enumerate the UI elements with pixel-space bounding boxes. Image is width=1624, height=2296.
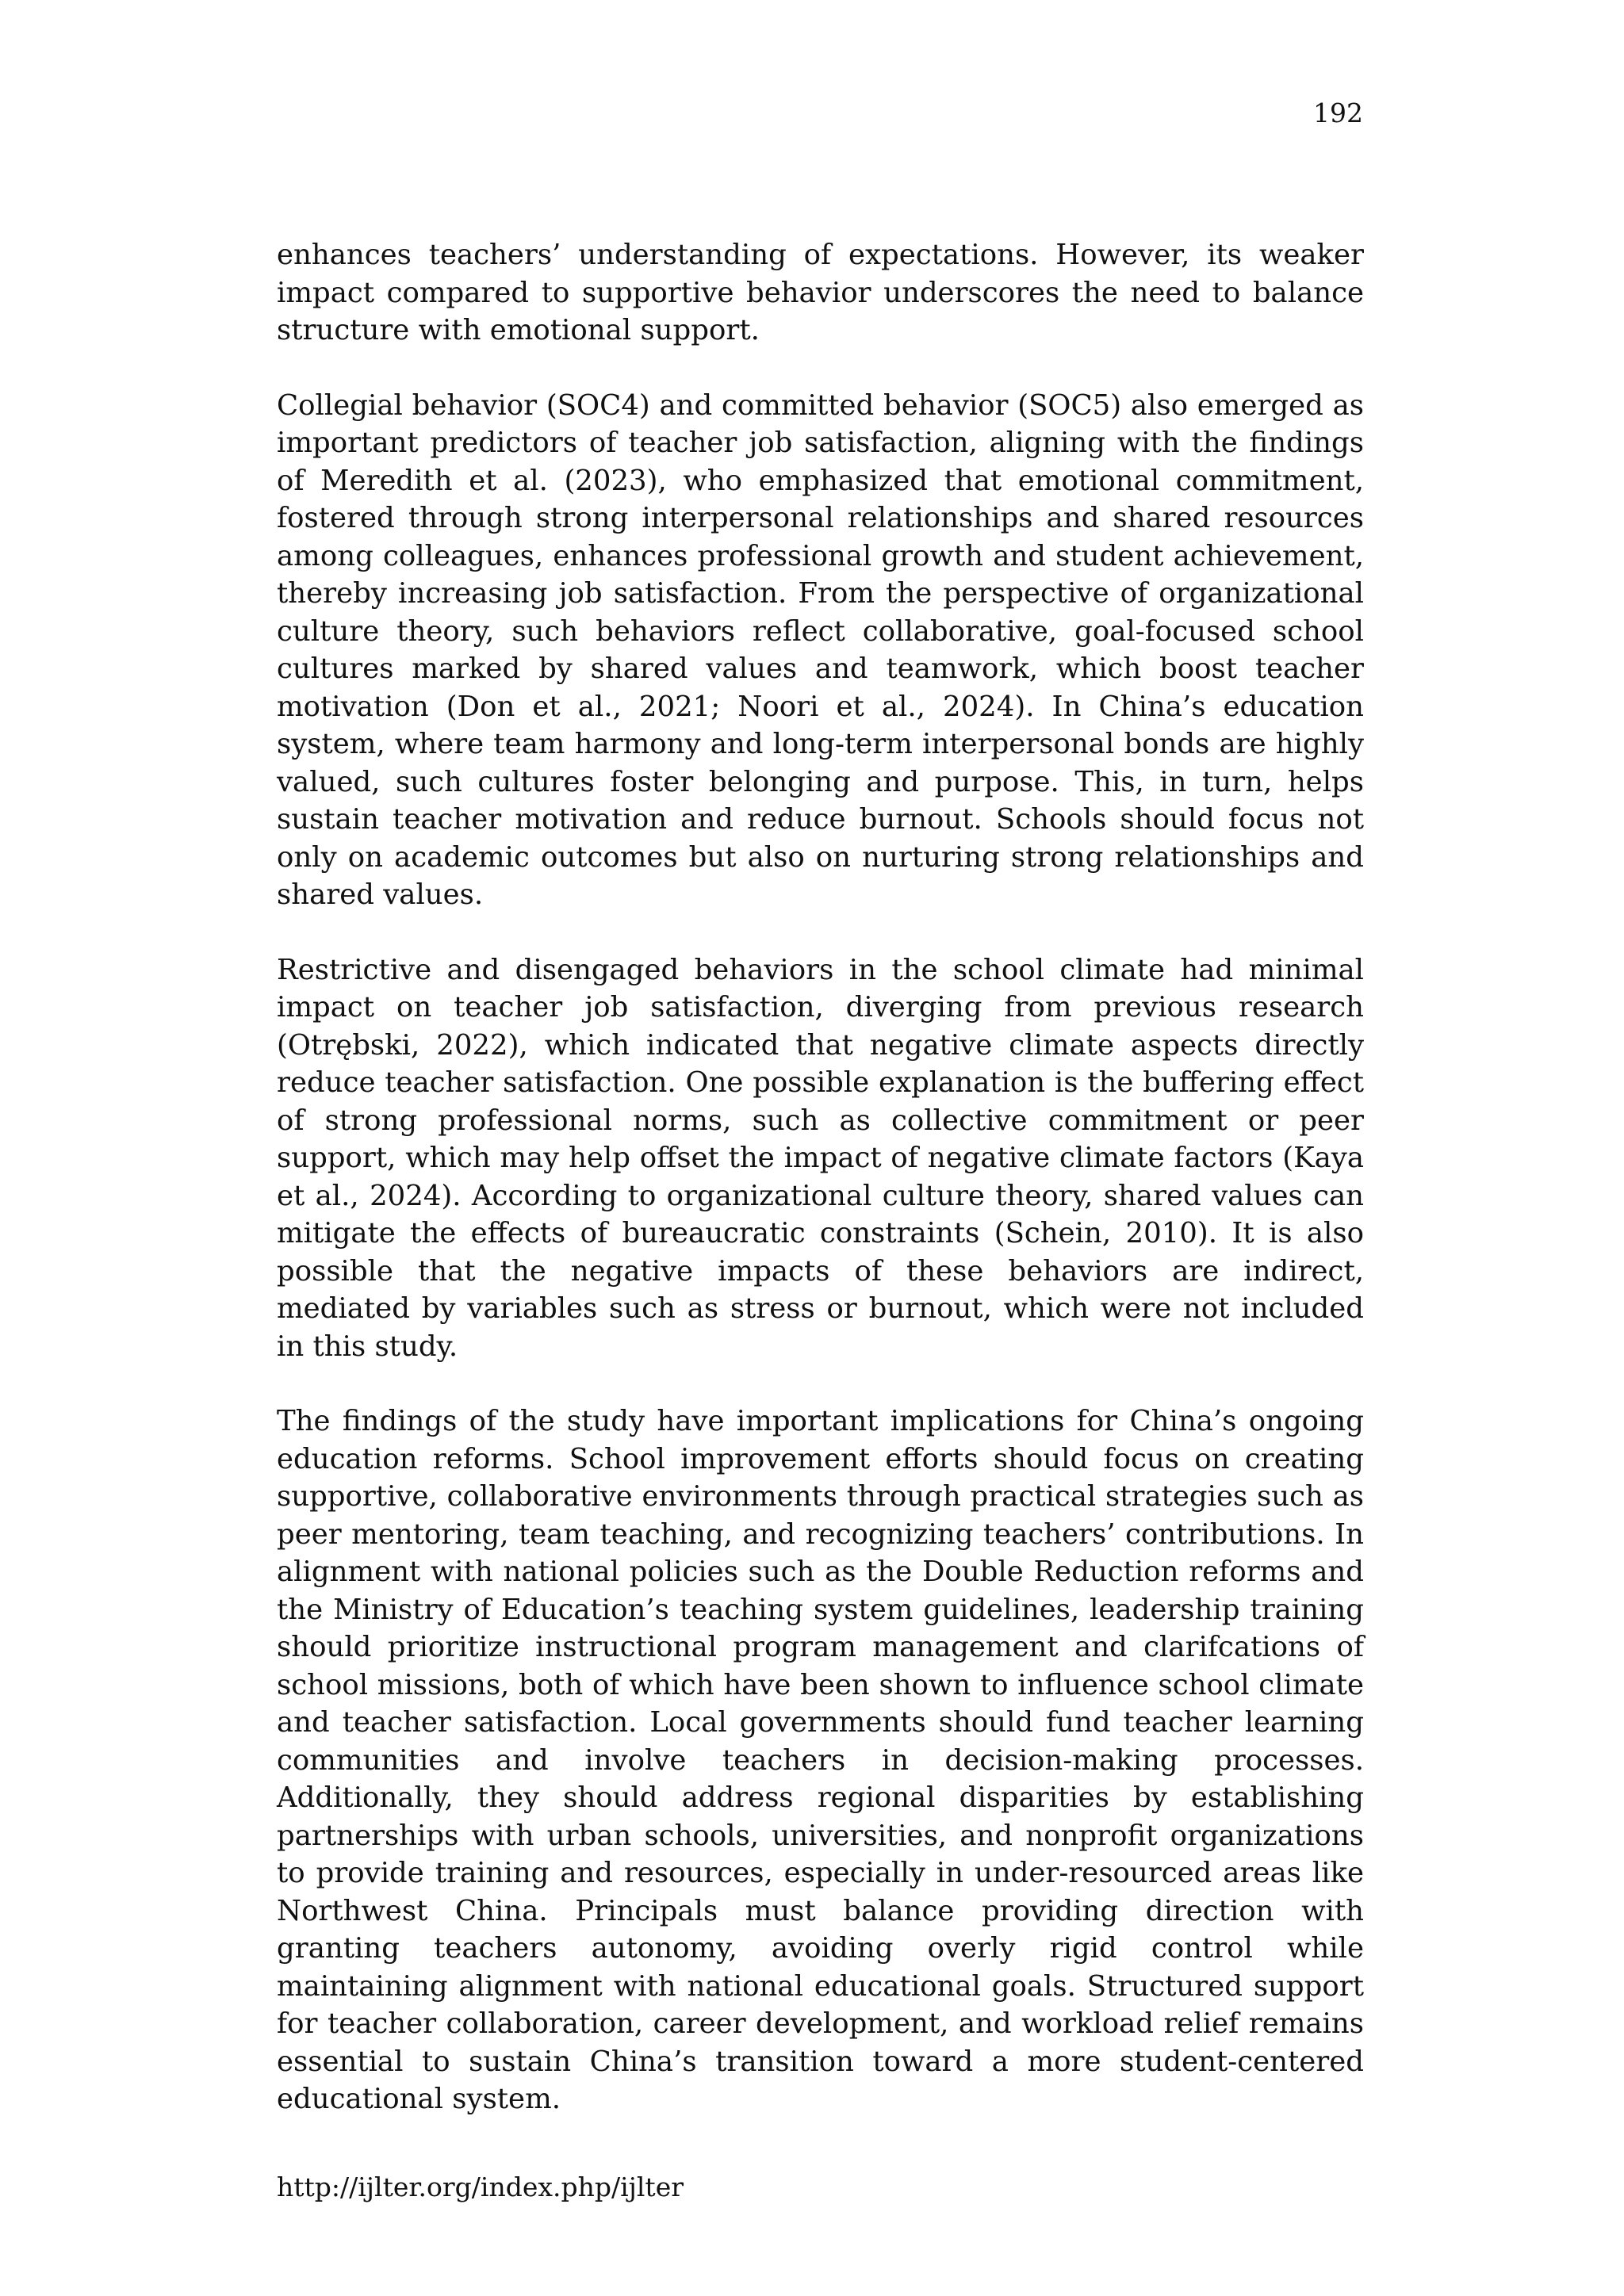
paragraph-implications: The findings of the study have important implications for China’s ongoing education reforms. School improvement efforts should focus on creating supportive, collaborative environments through practical strategies such as peer mentoring, team teaching, and recognizing teachers’ contributions. In alignment with national policies such as the Double Reduction reforms and the Ministry of Education’s teaching system guidelines, leadership training should prioritize instructional program management and clarifcations of school missions, both of which have been shown to influence school climate and teacher satisfaction. Local governments should fund teacher learning communities and involve teachers in decision-making processes. Additionally, they should address regional disparities by establishing partnerships with urban schools, universities, and nonprofit organizations to provide training and resources, especially in under-resourced areas like Northwest China. Principals must balance providing direction with granting teachers autonomy, avoiding overly rigid control while maintaining alignment with national educational goals. Structured support for teacher collaboration, career development, and workload relief remains essential to sustain China’s transition toward a more student-centered educational system. bbox=[277, 1405, 1364, 2115]
footer-url-link[interactable]: http://ijlter.org/index.php/ijlter bbox=[277, 2172, 684, 2202]
paragraph-continuation-structure: enhances teachers’ understanding of expectations. However, its weaker impact compared to supportive behavior underscores the need to balance structure with emotional support. bbox=[277, 239, 1364, 346]
body-text bbox=[277, 236, 1364, 2156]
paragraph-restrictive-behavior: Restrictive and disengaged behaviors in the school climate had minimal impact on teacher job satisfaction, diverging from previous research (Otrębski, 2022), which indicated that negative climate aspects directly reduce teacher satisfaction. One possible explanation is the buffering effect of strong professional norms, such as collective commitment or peer support, which may help offset the impact of negative climate factors (Kaya et al., 2024). According to organizational culture theory, shared values can mitigate the effects of bureaucratic constraints (Schein, 2010). It is also possible that the negative impacts of these behaviors are indirect, mediated by variables such as stress or burnout, which were not included in this study. bbox=[277, 953, 1364, 1363]
paragraph-collegial-behavior: Collegial behavior (SOC4) and committed behavior (SOC5) also emerged as important predictors of teacher job satisfaction, aligning with the findings of Meredith et al. (2023), who emphasized that emotional commitment, fostered through strong interpersonal relationships and shared resources among colleagues, enhances professional growth and student achievement, thereby increasing job satisfaction. From the perspective of organizational culture theory, such behaviors reflect collaborative, goal-focused school cultures marked by shared values and teamwork, which boost teacher motivation (Don et al., 2021; Noori et al., 2024). In China’s education system, where team harmony and long-term interpersonal bonds are highly valued, such cultures foster belonging and purpose. This, in turn, helps sustain teacher motivation and reduce burnout. Schools should focus not only on academic outcomes but also on nurturing strong relationships and shared values. bbox=[277, 388, 1364, 911]
page-number: 192 bbox=[1313, 98, 1363, 128]
